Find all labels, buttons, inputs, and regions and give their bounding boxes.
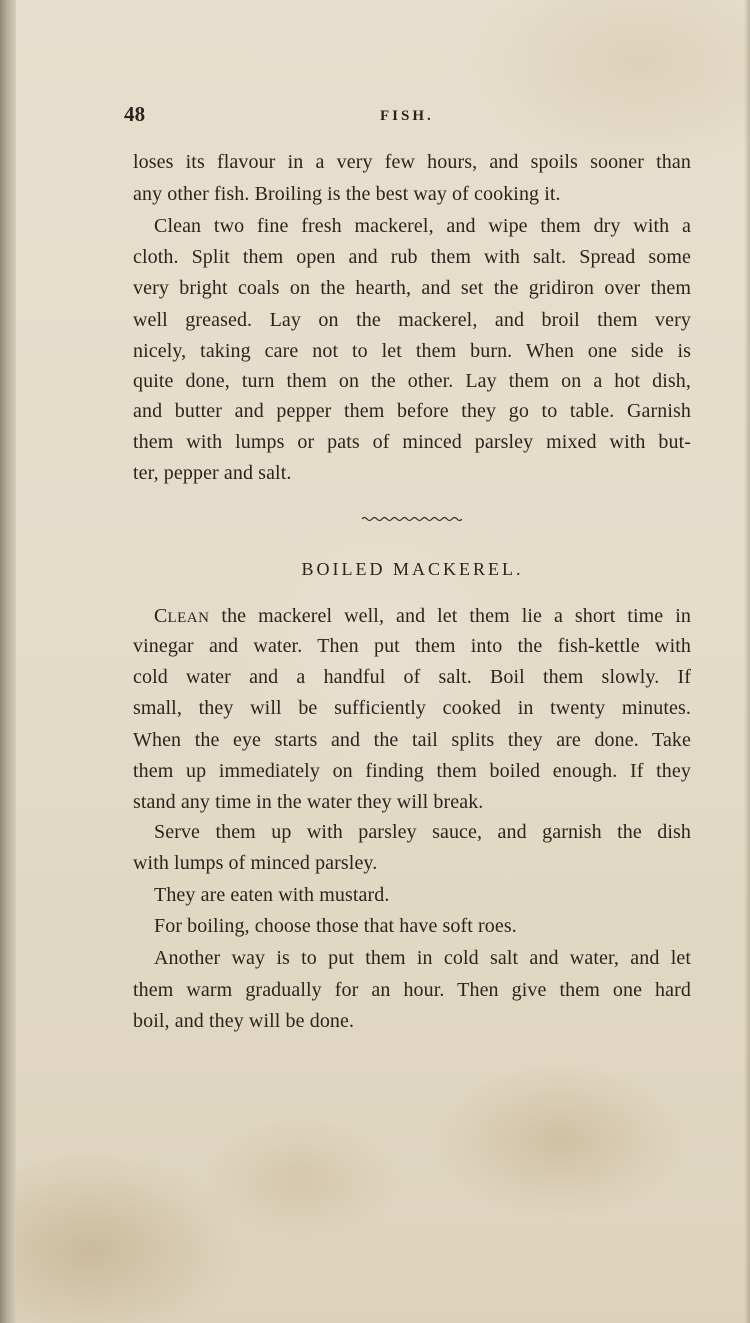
first-line-rest: the mackerel well, and let them lie a short time in: [221, 605, 691, 627]
text-line: cold water and a handful of salt. Boil them slowly. If: [133, 666, 691, 688]
text-line: any other fish. Broiling is the best way of cooking it.: [133, 183, 561, 205]
text-line: quite done, turn them on the other. Lay them on a hot dish,: [133, 370, 691, 392]
running-head: FISH.: [380, 108, 434, 124]
text-line: cloth. Split them open and rub them with salt. Spread some: [133, 246, 691, 268]
page-header: [120, 102, 690, 132]
text-line: them up immediately on finding them boiled enough. If they: [133, 760, 691, 782]
text-line: vinegar and water. Then put them into the fish-kettle with: [133, 635, 691, 657]
drop-initial: C: [154, 605, 168, 627]
text-line: loses its flavour in a very few hours, and spoils sooner than: [133, 151, 691, 173]
page-binding-edge: [0, 0, 16, 1323]
page-outer-edge: [744, 0, 750, 1323]
text-line: nicely, taking care not to let them burn. When one side is: [133, 340, 691, 362]
section-title: BOILED MACKEREL.: [301, 559, 524, 579]
text-line: and butter and pepper them before they go to table. Garnish: [133, 400, 691, 422]
text-line: very bright coals on the hearth, and set the gridiron over them: [133, 277, 691, 299]
text-line: them with lumps or pats of minced parsley mixed with but-: [133, 431, 691, 453]
text-line-first: [154, 602, 691, 630]
text-line: They are eaten with mustard.: [154, 884, 390, 906]
text-line: small, they will be sufficiently cooked in twenty minutes.: [133, 697, 691, 719]
text-line: Another way is to put them in cold salt and water, and let: [154, 947, 691, 969]
text-line: When the eye starts and the tail splits they are done. Take: [133, 729, 691, 751]
text-line: with lumps of minced parsley.: [133, 852, 378, 874]
text-line: stand any time in the water they will break.: [133, 791, 484, 813]
text-line: them warm gradually for an hour. Then give them one hard: [133, 979, 691, 1001]
text-line: well greased. Lay on the mackerel, and broil them very: [133, 309, 691, 331]
text-line: ter, pepper and salt.: [133, 462, 292, 484]
text-line: Clean two fine fresh mackerel, and wipe them dry with a: [154, 215, 691, 237]
decorative-wavy-rule: [362, 515, 462, 523]
page-number: 48: [124, 102, 146, 126]
text-line: boil, and they will be done.: [133, 1010, 355, 1032]
text-line: Serve them up with parsley sauce, and garnish the dish: [154, 821, 691, 843]
text-line: For boiling, choose those that have soft roes.: [154, 915, 517, 937]
small-caps-word: LEAN: [167, 610, 210, 626]
